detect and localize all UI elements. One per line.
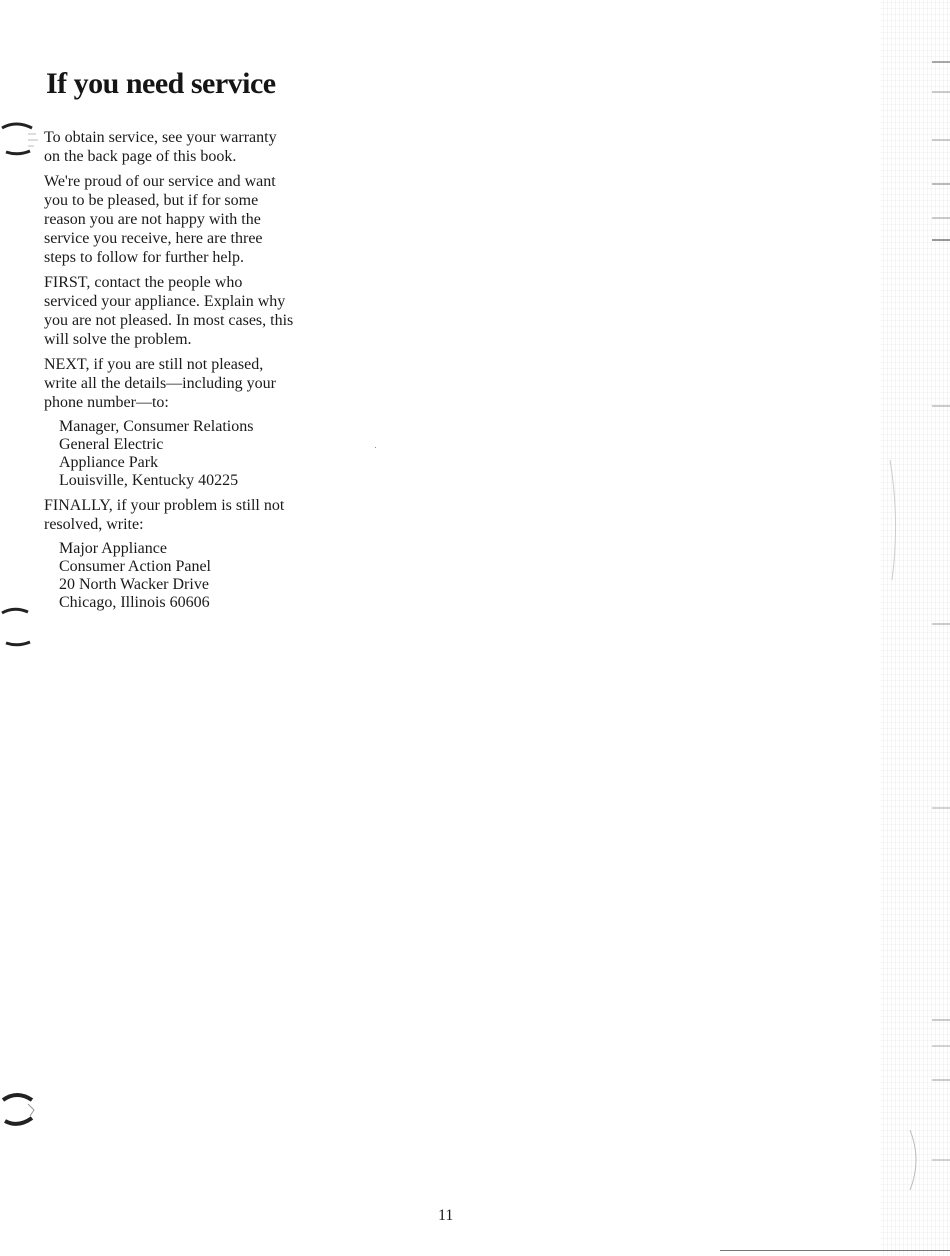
page-number: 11: [438, 1207, 454, 1224]
binder-hole-mark: [0, 602, 40, 650]
address-line: Major Appliance: [59, 540, 167, 557]
scan-bottom-line: [720, 1250, 950, 1251]
body-column: [44, 128, 294, 618]
address-line: Louisville, Kentucky 40225: [59, 472, 239, 489]
scan-edge-marks: [880, 0, 950, 1256]
address-line: Manager, Consumer Relations: [59, 418, 254, 435]
paragraph-first-step: FIRST, contact the people who serviced your appliance. Explain why you are not pleased. In most cases, this will solve the problem.: [44, 274, 294, 348]
binder-hole-mark: [0, 1088, 40, 1132]
paragraph-finally-step: FINALLY, if your problem is still not resolved, write:: [44, 497, 285, 533]
paragraph-obtain-service: To obtain service, see your warranty on the back page of this book.: [44, 129, 277, 165]
page-title: If you need service: [46, 67, 276, 100]
paragraph-proud-of-service: We're proud of our service and want you to be pleased, but if for some reason you are not happy with the service you receive, here are three steps to follow for further help.: [44, 173, 276, 266]
address-line: Consumer Action Panel: [59, 558, 211, 575]
paragraph-next-step: NEXT, if you are still not pleased, write all the details—including your phone number—to:: [44, 356, 276, 411]
scan-speck: [375, 447, 376, 448]
address-consumer-relations: [59, 418, 294, 490]
address-line: Appliance Park: [59, 454, 159, 471]
address-line: General Electric: [59, 436, 164, 453]
address-line: 20 North Wacker Drive: [59, 576, 209, 593]
address-line: Chicago, Illinois 60606: [59, 594, 210, 611]
address-consumer-action-panel: [59, 540, 294, 612]
binder-hole-mark: [0, 118, 40, 158]
